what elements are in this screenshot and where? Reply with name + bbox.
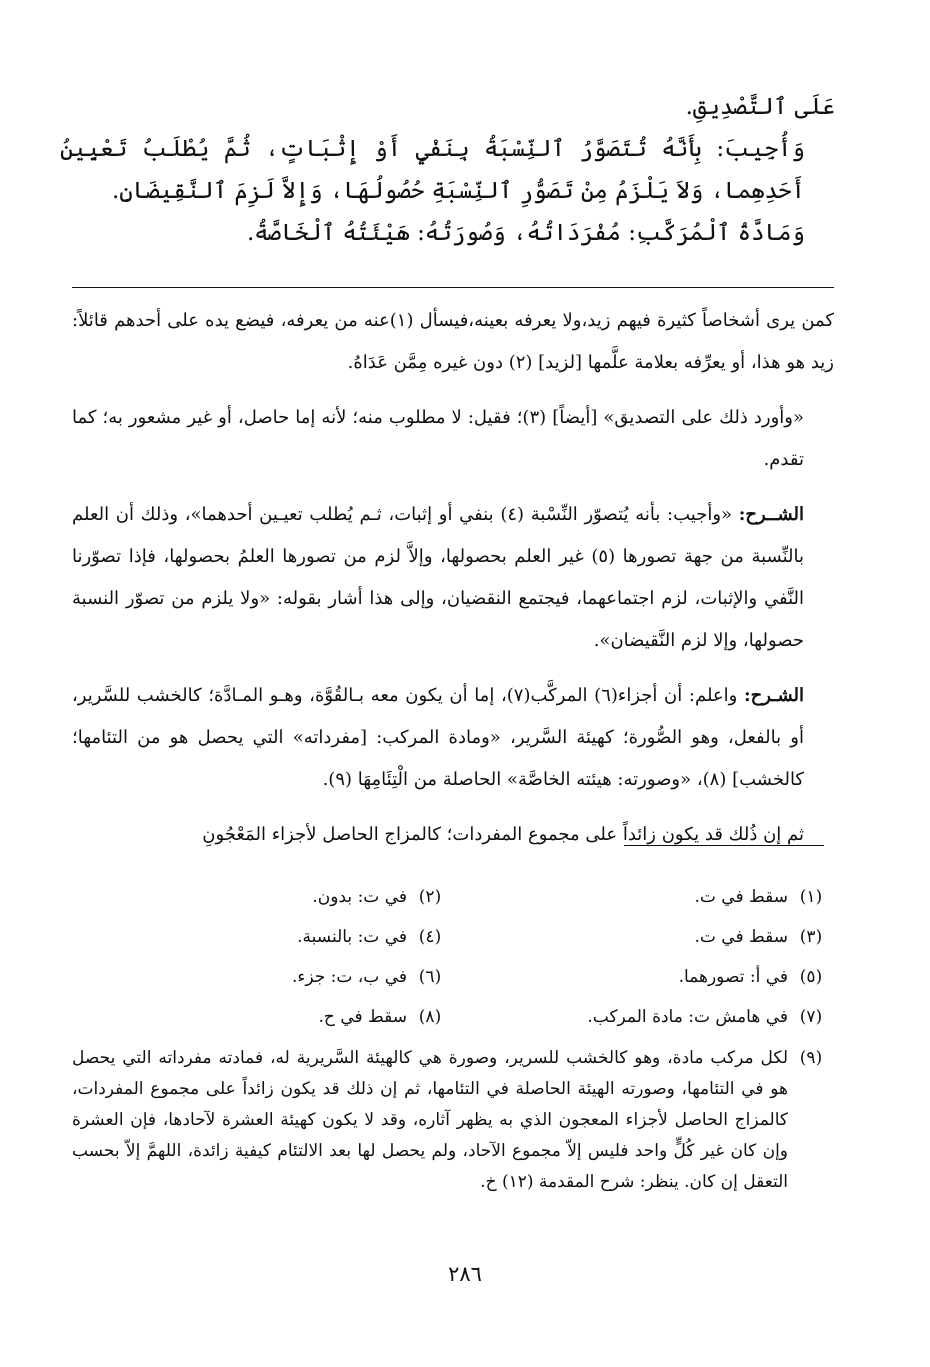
commentary-label: الشــرح: (738, 504, 805, 525)
footnote-number: (٣) (799, 927, 823, 947)
page-number: ٢٨٦ (448, 1262, 482, 1286)
footnote-row (72, 920, 834, 960)
commentary-text: واعلم: أن أجزاء(٦) المركَّب(٧)، إما أن يكون معه بـالقُوَّة، وهـو المـادَّة؛ كالخشب للسَّرير، أو بالفعل، وهو الصُّورة؛ كهيئة السَّرير، «ومادة المركب: [مفرداته» التي يحصل هو من التئامها؛ كالخشب] (٨)، «وصورته: هيئته الخاصَّة» الحاصلة من الْتِئَامِهَا (٩). (72, 685, 804, 790)
footnote (453, 880, 834, 920)
matn-paragraph-answer: وَأُجِيبَ: بِأَنَّهُ تُتَصَوَّرُ ٱلنِّسْبَةُ بِنَفْيٍ أَوْ إِثْبَاتٍ، ثُمَّ يُطْلَبُ تَعْيِينُ أَحَدِهِما، وَلاَ يَلْزَمُ مِنْ تَصَوُّرِ ٱلنِّسْبَةِ حُصُولُهَا، وَإِلاَّ لَزِمَ ٱلنَّقِيضَانِ. (60, 136, 805, 204)
footnote-text: سقط في ت. (694, 927, 788, 947)
commentary-paragraph-1: كمن يرى أشخاصاً كثيرة فيهم زيد،ولا يعرفه بعينه،فيسأل (١)عنه من يعرفه، فيضع يده على أحدهم قائلاً: زيد هو هذا، أو يعرِّفه بعلامة علَّمها [لزيد] (٢) دون غيره مِمَّن عَدَاهُ. (72, 310, 834, 373)
footnote (453, 1000, 834, 1040)
matn-line-1: عَلَى ٱلتَّصْدِيقِ. (685, 94, 835, 120)
matn-paragraph-matter: وَمَادَّةُ ٱلْمُرَكَّبِ: مُفْرَدَاتُهُ، وَصُورَتُهُ: هَيْئَتُهُ ٱلْخَاصَّةُ. (247, 220, 805, 246)
footnote-number: (٨) (418, 1007, 442, 1027)
commentary-paragraph-4 (72, 675, 834, 801)
commentary-block (72, 300, 834, 869)
footnote (72, 960, 453, 1000)
footnote-text: في هامش ت: مادة المركب. (587, 1007, 788, 1027)
footnote (453, 920, 834, 960)
commentary-label: الشـرح: (743, 685, 804, 706)
commentary-paragraph-3 (72, 494, 834, 662)
footnote (72, 1000, 453, 1040)
footnote-text: في ب، ت: جزء. (291, 967, 407, 987)
footnote (453, 960, 834, 1000)
matn-block (60, 86, 835, 254)
footnote-row (72, 960, 834, 1000)
footnote-text: لكل مركب مادة، وهو كالخشب للسرير، وصورة هي كالهيئة السَّريرية له، فمادته مفرداته التي يحصل هو في التئامها، وصورته الهيئة الحاصلة في التئامها، ثم إن ذلك قد يكون زائداً على مجموع المفردات، كالمزاج الحاصل لأجزاء المعجون الذي به يظهر آثاره، وقد لا يكون كهيئة العشرة لآحادها، فإن العشرة وإن كان غير كُلٍّ واحد فليس إلاّ مجموع الآحاد، ولم يحصل لها بعد الالتئام كيفية زائدة، اللهمَّ إلاّ بحسب التعقل إن كان. ينظر: شرح المقدمة (١٢) خ. (72, 1048, 788, 1192)
footnote-separator-rule (624, 845, 824, 846)
footnote-text: في ت: بدون. (312, 887, 407, 907)
footnote-text: في ت: بالنسبة. (297, 927, 407, 947)
footnote-long (72, 1043, 834, 1198)
footnotes-grid (72, 880, 834, 1040)
commentary-paragraph-5: ثم إن ذُلك قد يكون زائداً على مجموع المفردات؛ كالمزاج الحاصل لأجزاء المَعْجُونِ (202, 824, 804, 845)
commentary-text: «وأجيب: بأنه يُتصوّر النِّسْبة (٤) بنفي أو إثبات، ثـم يُطلب تعيـين أحدهما»، وذلك أن العلم بالنِّسبة من جهة تصورها (٥) غير العلم بحصولها، وإلاَّ لزم من تصورها العلمُ بحصولها، فإذا تصوّرنا النَّفي والإثبات، لزم اجتماعهما، فيجتمع النقضيان، وإلى هذا أشار بقوله: «ولا يلزم من تصوّر النسبة حصولها، وإلا لزم النَّقيضان». (72, 504, 805, 651)
footnote-text: سقط في ت. (694, 887, 788, 907)
matn-separator-rule (72, 287, 834, 288)
footnote-number: (٦) (418, 967, 442, 987)
footnote-number: (٢) (418, 887, 442, 907)
footnote-number: (١) (799, 887, 823, 907)
footnote-text: في أ: تصورهما. (678, 967, 788, 987)
commentary-paragraph-2: «وأورد ذلك على التصديق» [أيضاً] (٣)؛ فقيل: لا مطلوب منه؛ لأنه إما حاصل، أو غير مشعور به؛ كما تقدم. (72, 407, 804, 470)
footnote-number: (٩) (799, 1048, 823, 1068)
footnote-number: (٧) (799, 1007, 823, 1027)
footnote-row (72, 1000, 834, 1040)
footnote-number: (٤) (418, 927, 442, 947)
footnote-row (72, 880, 834, 920)
footnote-text: سقط في ح. (318, 1007, 407, 1027)
footnote (72, 880, 453, 920)
footnote-number: (٥) (799, 967, 823, 987)
footnote (72, 920, 453, 960)
